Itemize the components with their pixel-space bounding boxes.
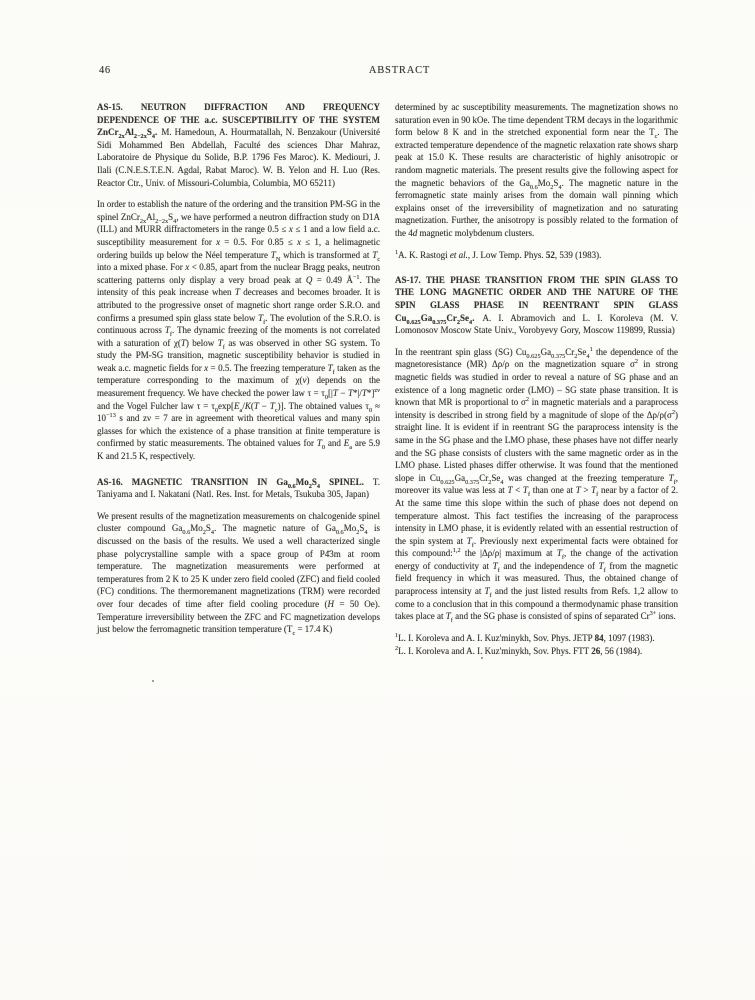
right-column bbox=[395, 101, 678, 658]
text-columns bbox=[97, 101, 678, 658]
abstract-as15-title: AS-15. NEUTRON DIFFRACTION AND FREQUENCY DEPENDENCE OF THE a.c. SUSCEPTIBILITY OF THE SYSTEM $ZnCr_{2x}Al_{2-2x}S_4$. bbox=[97, 102, 380, 140]
scan-speck bbox=[481, 657, 483, 659]
abstract-as16-body-left: We present results of the magnetization measurements on chalcogenide spinel cluster compound $Ga_{0.6}Mo_2S_4$. The magnetic nature of $Ga_{0.6}Mo_2S_4$ is discussed on the basis of the results. We used a well characterized single phase polycrystalline sample with a space group of P4̄3m at room temperature. The magnetization measurements were performed at temperatures from 2 K to 25 K under zero field cooled (ZFC) and field cooled (FC) conditions. The thermoremanent magnetizations (TRM) were recorded over four decades of time after field cooling procedure (H = 50 Oe). Temperature irreversibility between the ZFC and FC magnetization develops just below the ferromagnetic transition temperature ($T_c = 17.4$ K) bbox=[97, 510, 380, 637]
abstract-as16-reference: $^1$A. K. Rastogi et al., J. Low Temp. Phys. 52, 539 (1983). bbox=[395, 248, 602, 260]
abstract-as17-reference-1: $^1$L. I. Koroleva and A. I. Kuz'minykh, Sov. Phys. JETP 84, 1097 (1983). bbox=[395, 631, 655, 643]
abstract-as16-heading bbox=[97, 476, 380, 501]
running-head: ABSTRACT bbox=[368, 65, 431, 76]
abstract-as17-title: AS-17. THE PHASE TRANSITION FROM THE SPIN GLASS TO THE LONG MAGNETIC ORDER AND THE NATURE OF THE SPIN GLASS PHASE IN REENTRANT SPIN GLASS $Cu_{0.625}Ga_{0.375}Cr_2Se_4$. bbox=[395, 274, 678, 326]
page-header bbox=[97, 65, 678, 79]
left-column bbox=[97, 101, 380, 658]
abstract-as17-body: In the reentrant spin glass (SG) $Cu_{0.625}Ga_{0.375}Cr_2Se_4^1$ the dependence of the magnetoresistance (MR) Δρ/ρ on the magnetization square $\sigma^2$ in strong magnetic fields was studied in order to reveal a nature of SG phase and an existence of a long magnetic order (LMO) – SG state phase transition. It is known that MR is proportional to $\sigma^2$ in magnetic materials and a paraprocess intensity is described in strong field by a magnitude of slope of the $\Delta\rho/\rho(\sigma^2)$ straight line. It is evident if in reentrant SG the paraprocess intensity is the same in the SG phase and the LMO phase, these phases have not differ nearly and the SG phase consists of clusters with the same magnetic order as in the LMO phase. Listed phases differ otherwise. It was found that the mentioned slope in $Cu_{0.625}Ga_{0.375}Cr_2Se_4$ was changed at the freezing temperature $T_f$, moreover its value was less at $T < T_f$ than one at $T > T_f$ near by a factor of 2. At the same time this slope within the such of phase does not depend on temperature almost. This fact testifies the increasing of the paraprocess intensity in LMO phase, it is evidently related with an essential restruction of the spin system at $T_f$. Previously next experimental facts were obtained for this compound:$^{1,2}$ the |Δρ/ρ| maximum at $T_f$, the change of the activation energy of conductivity at $T_f$ and the independence of $T_f$ from the magnetic field frequency in which it was measured. Thus, the obtained change of paraprocess intensity at $T_f$ and the just listed results from Refs. 1,2 allow to come to a conclusion that in this compound a thermodynamic phase transition takes place at $T_f$ and the SG phase is consisted of spins of separated $Cr^{3+}$ ions. bbox=[395, 345, 679, 625]
abstract-as15-authors: M. Hamedoun, A. Hourmatallah, N. Benzakour (Université Sidi Mohammed Ben Abdellah, Faculté des sciences Dhar Mahraz, Laboratoire de Physique du Solide, B.P. 1796 Fes Maroc). K. Mediouri, J. Ilali (C.N.E.S.T.E.N. Agdal, Rabat Maroc). W. B. Yelon and H. Luo (Res. Reactor Ctr., Univ. of Missouri-Columbia, Columbia, MO 65211) bbox=[97, 127, 380, 188]
abstract-as16-title: AS-16. MAGNETIC TRANSITION IN $Ga_{0.6}Mo_2S_4$ SPINEL. bbox=[97, 476, 364, 490]
page-number: 46 bbox=[99, 65, 111, 76]
abstract-as17-heading bbox=[395, 274, 678, 337]
abstract-as15-body: In order to establish the nature of the ordering and the transition PM-SG in the spinel $ZnCr_{2x}Al_{2-2x}S_4$, we have performed a neutron diffraction study on D1A (ILL) and MURR diffractometers in the range 0.5 ≤ x ≤ 1 and a low field a.c. susceptibility measurement for x = 0.5. For 0.85 ≤ x ≤ 1, a helimagnetic ordering builds up below the Néel temperature $T_N$ which is transformed at $T_c$ into a mixed phase. For x < 0.85, apart from the nuclear Bragg peaks, neutron scattering patterns only display a very broad peak at Q = 0.49 $Å^{-1}$. The intensity of this peak increase when T decreases and becomes broader. It is attributed to the progressive onset of magnetic short range order S.R.O. and confirms a presumed spin glass state below $T_f$. The evolution of the S.R.O. is continuous across $T_f$. The dynamic freezing of the moments is not correlated with a saturation of χ(T) below $T_f$ as was observed in other SG system. To study the PM-SG transition, magnetic susceptibility behavior is studied in weak a.c. magnetic fields for x = 0.5. The freezing temperature $T_f$ taken as the temperature corresponding to the maximum of χ(ν) depends on the measurement frequency. We have checked the power law $\tau = \tau_0[|T - T*|/T*]^{z\nu}$ and the Vogel Fulcher law $\tau = \tau_0\exp[E_a/K(T - T_c)]$. The obtained values $\tau_0 \approx 10^{-13}$ s and zν = 7 are in agreement with theoretical values and many spin glasses for which the existence of a phase transition at finite temperature is confirmed by static measurements. The obtained values for $T_0$ and $E_a$ are 5.9 K and 21.5 K, respectively. bbox=[97, 199, 381, 462]
abstract-as15-heading bbox=[97, 101, 380, 189]
abstract-as16-authors: T. Taniyama and I. Nakatani (Natl. Res. Inst. for Metals, Tsukuba 305, Japan) bbox=[97, 476, 380, 500]
abstract-as16-body-continued: determined by ac susceptibility measurements. The magnetization shows no saturation even in 90 kOe. The time dependent TRM decays in the logarithmic form below 8 K and in the stretched exponential form near the $T_c$. The extracted temperature dependence of the magnetic relaxation rate shows sharp peak at 15.0 K. These results are characteristic of highly anisotropic or random magnetic materials. The present results give the following aspect for the magnetic behaviors of the $Ga_{0.6}Mo_2S_4$. The magnetic nature in the ferromagnetic state mainly arises from the domain wall pinning which explains onset of the irreversibility of magnetization and no saturating magnetization. Further, the anisotropy is possibly related to the formation of the 4d magnetic molybdenum clusters. bbox=[395, 102, 678, 238]
abstract-as17-reference-2: $^2$L. I. Koroleva and A. I. Kuz'minykh, Sov. Phys. FTT 26, 56 (1984). bbox=[395, 645, 643, 657]
abstract-as17-authors: A. I. Abramovich and L. I. Koroleva (M. V. Lomonosov Moscow State Univ., Vorobyevy Gory, Moscow 119899, Russia) bbox=[395, 312, 678, 336]
scan-speck bbox=[152, 680, 154, 682]
